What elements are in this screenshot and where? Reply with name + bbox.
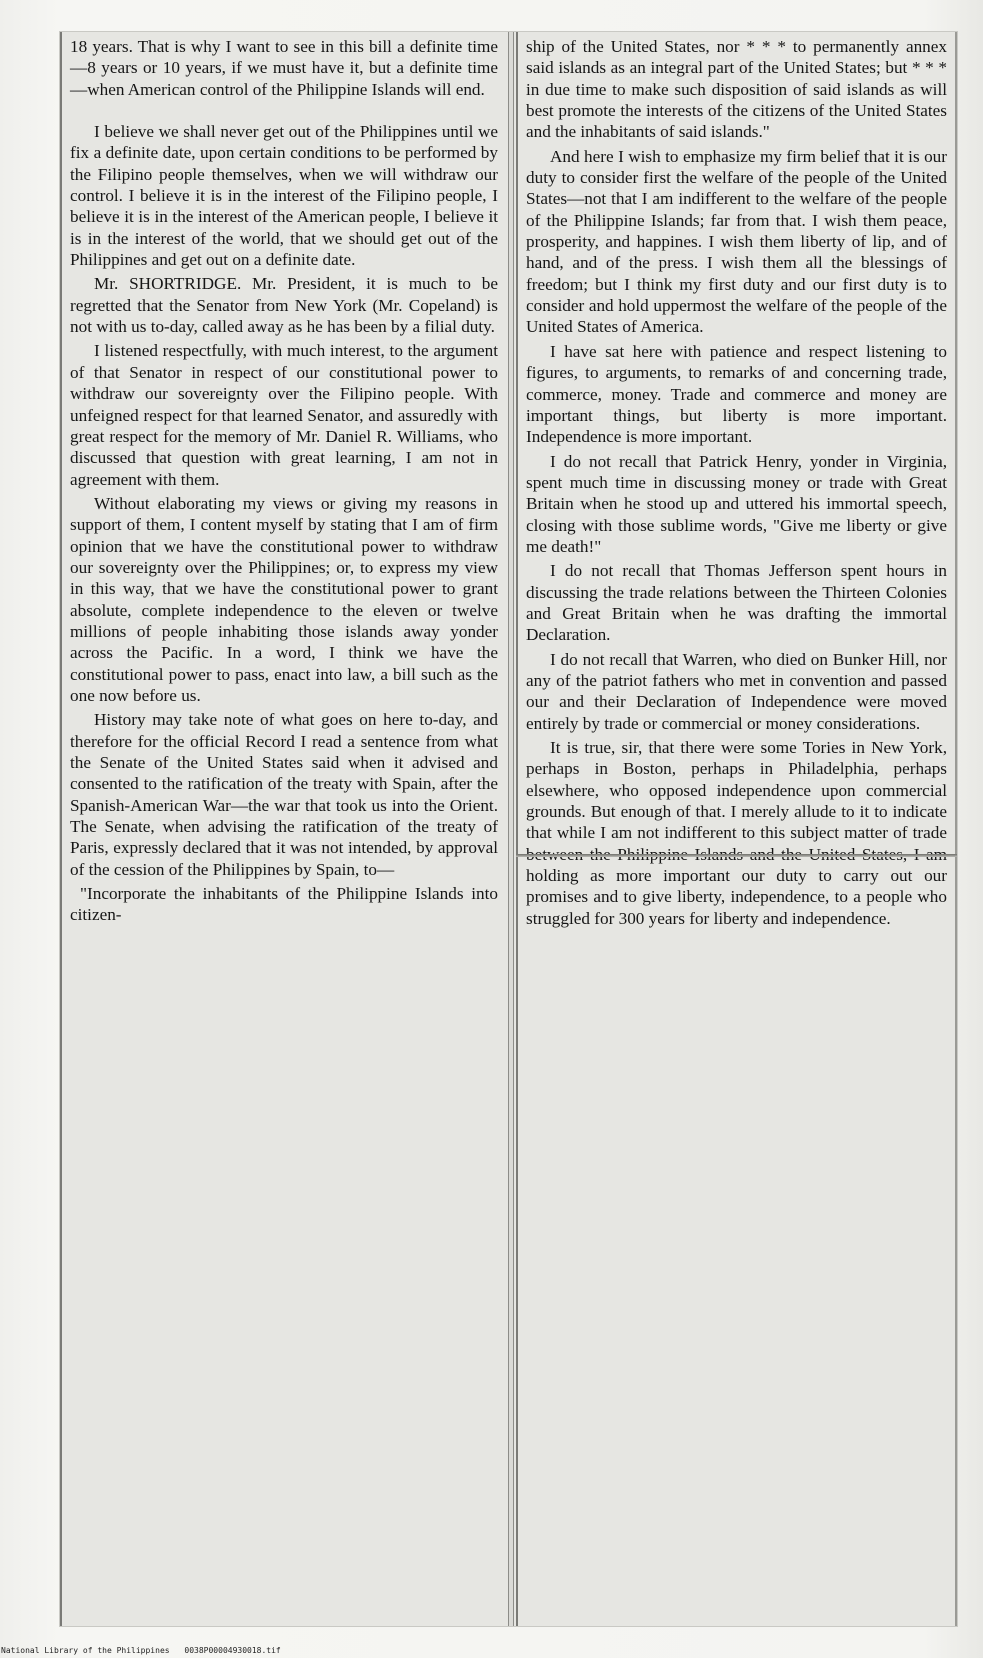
paragraph: I believe we shall never get out of the Philippines until we fix a definite date, upon certain conditions to be performed by the Filipino people themselves, when we will withdraw our control. I believe it is in the interest of the Filipino people, I believe it is in the interest of the American people, I believe it is in the interest of the world, that we should get out of the Philippines and get out on a definite date. [70,122,498,270]
paragraph: And here I wish to emphasize my firm belief that it is our duty to consider first the welfare of the people of the United States—not that I am indifferent to the welfare of the people of the Philippine Islands; far from that. I wish them peace, prosperity, and happines. I wish them liberty of lip, and of hand, and of the press. I wish them all the blessings of freedom; but I think my first duty and our first duty is to consider and hold uppermost the welfare of the people of the United States of America. [526,146,947,337]
paragraph: ship of the United States, nor * * * to permanently annex said islands as an integral part of the United States; but * * * in due time to make such disposition of said islands as will best promote the interests of the citizens of the United States and the inhabitants of said islands." [526,37,947,142]
paragraph: I listened respectfully, with much interest, to the argument of that Senator in respect of our constitutional power to withdraw our sovereignty over the Filipino people. With unfeigned respect for that learned Senator, and assuredly with great respect for the memory of Mr. Daniel R. Williams, who discussed that question with great learning, I am not in agreement with them. [70,341,498,489]
footer-file: 0038P00004930018.tif [184,1646,281,1655]
paragraph: I have sat here with patience and respect listening to figures, to arguments, to remarks of and concerning trade, commerce, money. Trade and commerce and money are important things, but liberty is more important. Independence is more important. [526,341,947,447]
newspaper-clipping [60,32,957,1626]
paragraph: I do not recall that Patrick Henry, yonder in Virginia, spent much time in discussing money or trade with Great Britain when he stood up and uttered his immortal speech, closing with those sublime words, "Give me liberty or give me death!" [526,451,947,556]
paragraph: 18 years. That is why I want to see in this bill a definite time—8 years or 10 years, if we must have it, but a definite time—when American control of the Philippine Islands will end. [70,37,498,99]
scan-footer [0,1644,291,1658]
right-column [516,32,957,1626]
column-rule [508,32,514,1626]
paragraph: History may take note of what goes on here to-day, and therefore for the official Record I read a sentence from what the Senate of the United States said when it advised and consented to the ratification of the treaty with Spain, after the Spanish-American War—the war that took us into the Orient. The Senate, when advising the ratification of the treaty of Paris, expressly declared that it was not intended, by approval of the cession of the Philippines by Spain, to— [70,710,498,879]
paragraph: Mr. SHORTRIDGE. Mr. President, it is much to be regretted that the Senator from New York (Mr. Copeland) is not with us to-day, called away as he has been by a filial duty. [70,274,498,337]
paragraph: I do not recall that Warren, who died on Bunker Hill, nor any of the patriot fathers who met in convention and passed our and their Declaration of Independence were moved entirely by trade or commercial or money considerations. [526,649,947,733]
paragraph: "Incorporate the inhabitants of the Philippine Islands into citizen- [70,884,498,925]
paragraph: It is true, sir, that there were some Tories in New York, perhaps in Boston, perhaps in Philadelphia, perhaps elsewhere, who opposed independence upon commercial grounds. But enough of that. I merely allude to it to indicate that while I am not indifferent to this subject matter of trade holding as more important our duty to carry out our promises and to give liberty, independence, to a people who struggled for 300 years for liberty and independence. [526,738,947,928]
paragraph: I do not recall that Thomas Jefferson spent hours in discussing the trade relations between the Thirteen Colonies and Great Britain when he was drafting the immortal Declaration. [526,561,947,645]
clipping-seam [516,854,957,857]
paragraph: Without elaborating my views or giving my reasons in support of them, I content myself by stating that I am of firm opinion that we have the constitutional power to withdraw our sovereignty over the Philippines; or, to express my view in this way, that we have the constitutional power to grant absolute, complete independence to the eleven or twelve millions of people inhabiting those islands away yonder across the Pacific. In a word, I think we have the constitutional power to pass, enact into law, a bill such as the one now before us. [70,493,498,705]
footer-source: National Library of the Philippines [1,1646,170,1655]
left-column [60,32,506,1626]
